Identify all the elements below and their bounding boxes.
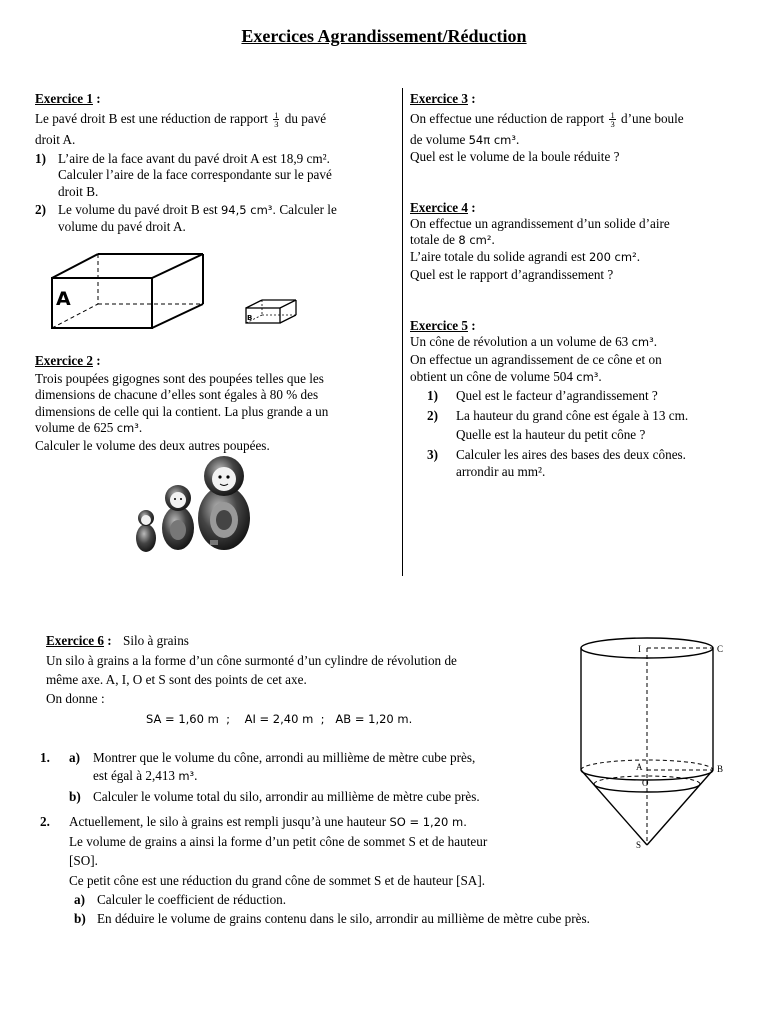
ex1-intro xyxy=(35,110,326,128)
silo-label-i: I xyxy=(638,644,641,654)
ex3-ratio-den: 3 xyxy=(610,119,615,130)
ex3-line2-a: de volume xyxy=(410,132,466,147)
medium-doll xyxy=(162,485,194,550)
ex4-line2-a: totale de xyxy=(410,232,456,247)
ex6-p2b: En déduire le volume de grains contenu dans le silo, arrondir au millième de mètre cube près. xyxy=(97,911,590,926)
page-title: Exercices Agrandissement/Réduction xyxy=(241,26,527,46)
box-b-label: B xyxy=(247,314,253,322)
ex4-line3-b: . xyxy=(636,249,640,264)
ex2-line4-unit: cm³ xyxy=(116,421,139,435)
box-a-figure xyxy=(48,250,213,332)
ex3-ratio-fraction xyxy=(609,111,615,128)
ex1-intro-a: Le pavé droit B est une réduction de rapport xyxy=(35,111,268,126)
ex4-line1: On effectue un agrandissement d’un solide d’aire xyxy=(410,216,670,231)
ex6-p2-line1-a: Actuellement, le silo à grains est rempli jusqu’à une hauteur xyxy=(69,814,387,829)
ex5-q3-number: 3) xyxy=(427,447,438,462)
ex6-p1a-number: a) xyxy=(69,750,80,765)
column-divider xyxy=(402,88,403,576)
ex6-p2b-number: b) xyxy=(74,911,86,926)
ex6-colon: : xyxy=(103,633,112,648)
ex3-ratio-num: 1 xyxy=(610,110,615,121)
ex2-line4-a: volume de 625 xyxy=(35,420,114,435)
ex5-colon: : xyxy=(467,318,476,333)
ex4-line3 xyxy=(410,248,640,266)
ex6-p2-line2: Le volume de grains a ainsi la forme d’un petit cône de sommet S et de hauteur xyxy=(69,834,488,849)
silo-label-s: S xyxy=(636,840,642,850)
ex1-ratio-num: 1 xyxy=(274,110,279,121)
ex6-p1a-line1: Montrer que le volume du cône, arrondi au millième de mètre cube près, xyxy=(93,750,476,765)
ex1-q2-line1 xyxy=(58,201,337,219)
ex5-line1 xyxy=(410,333,657,351)
ex2-heading: Exercice 2 xyxy=(35,353,93,368)
ex5-heading: Exercice 5 xyxy=(410,318,468,333)
ex5-line1-a: Un cône de révolution a un volume de 63 xyxy=(410,334,629,349)
ex3-heading-line xyxy=(410,90,476,108)
ex1-colon: : xyxy=(92,91,101,106)
ex3-line2 xyxy=(410,131,519,149)
ex2-line5: Calculer le volume des deux autres poupées. xyxy=(35,438,270,453)
ex6-line3: On donne : xyxy=(46,691,105,706)
ex6-p1a-line2-b: . xyxy=(194,768,198,783)
ex1-q2-text-a: Le volume du pavé droit B est xyxy=(58,202,218,217)
ex3-line2-b: . xyxy=(515,132,520,147)
silo-label-b: B xyxy=(717,764,724,774)
box-a-label: A xyxy=(56,288,71,310)
ex5-q3-line2: arrondir au mm². xyxy=(456,464,546,479)
ex4-line3-a: L’aire totale du solide agrandi est xyxy=(410,249,586,264)
silo-label-a: A xyxy=(636,762,643,772)
ex1-ratio-den: 3 xyxy=(274,119,279,130)
ex5-line1-b: . xyxy=(653,334,658,349)
ex1-intro-b: du pavé xyxy=(284,111,327,126)
ex5-line2: On effectue un agrandissement de ce cône et on xyxy=(410,352,662,367)
ex4-colon: : xyxy=(467,200,476,215)
ex6-p2a-number: a) xyxy=(74,892,85,907)
ex6-heading: Exercice 6 xyxy=(46,633,104,648)
ex5-q1: Quel est le facteur d’agrandissement ? xyxy=(456,388,658,403)
ex3-line1-b: d’une boule xyxy=(621,111,684,126)
ex1-heading-line xyxy=(35,90,101,108)
ex6-line2: même axe. A, I, O et S sont des points de cet axe. xyxy=(46,672,307,687)
ex1-q1-line2: Calculer l’aire de la face correspondante sur le pavé xyxy=(58,167,332,182)
ex6-p2a: Calculer le coefficient de réduction. xyxy=(97,892,287,907)
ex1-intro-c: droit A. xyxy=(35,132,76,147)
ex2-line3: dimensions de celle qui la contient. La plus grande a un xyxy=(35,404,329,419)
ex6-heading-line xyxy=(46,632,189,650)
ex5-q3-line1: Calculer les aires des bases des deux cônes. xyxy=(456,447,686,462)
ex5-line3 xyxy=(410,368,602,386)
silo-label-c: C xyxy=(717,644,724,654)
ex6-p2-height: SO = 1,20 m. xyxy=(389,815,467,829)
ex3-line3: Quel est le volume de la boule réduite ? xyxy=(410,149,620,164)
ex1-q2-line2: volume du pavé droit A. xyxy=(58,219,186,234)
ex4-line2 xyxy=(410,231,495,249)
ex4-line2-area: 8 cm² xyxy=(458,233,492,247)
ex3-heading: Exercice 3 xyxy=(410,91,468,106)
ex3-line2-volume: 54π cm³ xyxy=(468,133,516,147)
ex4-line3-area: 200 cm² xyxy=(588,250,637,264)
ex5-q2-number: 2) xyxy=(427,408,438,423)
ex6-p2-line1 xyxy=(69,813,467,831)
ex3-colon: : xyxy=(467,91,476,106)
box-b-figure xyxy=(244,298,300,326)
ex6-p1a-unit: m³ xyxy=(178,769,195,783)
ex1-q2-number: 2) xyxy=(35,202,46,217)
ex1-heading: Exercice 1 xyxy=(35,91,93,106)
ex1-ratio-fraction xyxy=(273,111,279,128)
ex6-p1a-line2-a: est égal à 2,413 xyxy=(93,768,176,783)
ex6-p1b-number: b) xyxy=(69,789,81,804)
ex6-line1: Un silo à grains a la forme d’un cône surmonté d’un cylindre de révolution de xyxy=(46,653,457,668)
small-doll xyxy=(136,510,156,552)
silo-figure xyxy=(570,630,730,855)
ex6-p2-line3: [SO]. xyxy=(69,853,98,868)
ex1-q2-volume: 94,5 cm³. xyxy=(220,203,277,217)
ex2-line4 xyxy=(35,419,142,437)
ex2-colon: : xyxy=(92,353,101,368)
ex6-p1-number: 1. xyxy=(40,750,50,765)
ex4-heading: Exercice 4 xyxy=(410,200,468,215)
ex6-p1b: Calculer le volume total du silo, arrondir au millième de mètre cube près. xyxy=(93,789,480,804)
ex6-given-values: SA = 1,60 m ; AI = 2,40 m ; AB = 1,20 m. xyxy=(146,712,413,726)
ex5-q1-number: 1) xyxy=(427,388,438,403)
ex5-line1-unit: cm³ xyxy=(631,335,654,349)
ex5-q2-line1: La hauteur du grand cône est égale à 13 cm. xyxy=(456,408,689,423)
ex2-heading-line xyxy=(35,352,101,370)
ex5-line3-a: obtient un cône de volume 504 xyxy=(410,369,573,384)
ex6-p1a-line2 xyxy=(93,767,197,785)
ex6-subtitle: Silo à grains xyxy=(122,633,189,648)
ex2-line2: dimensions de chacune d’elles sont égales à 80 % des xyxy=(35,387,319,402)
ex1-q2-text-b: Calculer le xyxy=(279,202,337,217)
ex5-q2-line2: Quelle est la hauteur du petit cône ? xyxy=(456,427,646,442)
nesting-dolls-image xyxy=(132,452,254,554)
ex1-q1-number: 1) xyxy=(35,151,46,166)
ex5-line3-unit: cm³ xyxy=(576,370,599,384)
ex1-q1-line1: L’aire de la face avant du pavé droit A est 18,9 cm². xyxy=(58,151,330,166)
silo-label-o: O xyxy=(642,778,649,788)
ex3-line1-a: On effectue une réduction de rapport xyxy=(410,111,605,126)
ex6-p2-number: 2. xyxy=(40,814,50,829)
ex4-line2-b: . xyxy=(491,232,495,247)
ex3-line1 xyxy=(410,110,684,128)
ex2-line1: Trois poupées gigognes sont des poupées telles que les xyxy=(35,371,324,386)
ex5-line3-b: . xyxy=(598,369,602,384)
ex2-line4-b: . xyxy=(138,420,143,435)
ex1-q1-line3: droit B. xyxy=(58,184,99,199)
ex6-p2-line4: Ce petit cône est une réduction du grand cône de sommet S et de hauteur [SA]. xyxy=(69,873,486,888)
large-doll xyxy=(198,456,250,550)
ex4-line4: Quel est le rapport d’agrandissement ? xyxy=(410,267,614,282)
